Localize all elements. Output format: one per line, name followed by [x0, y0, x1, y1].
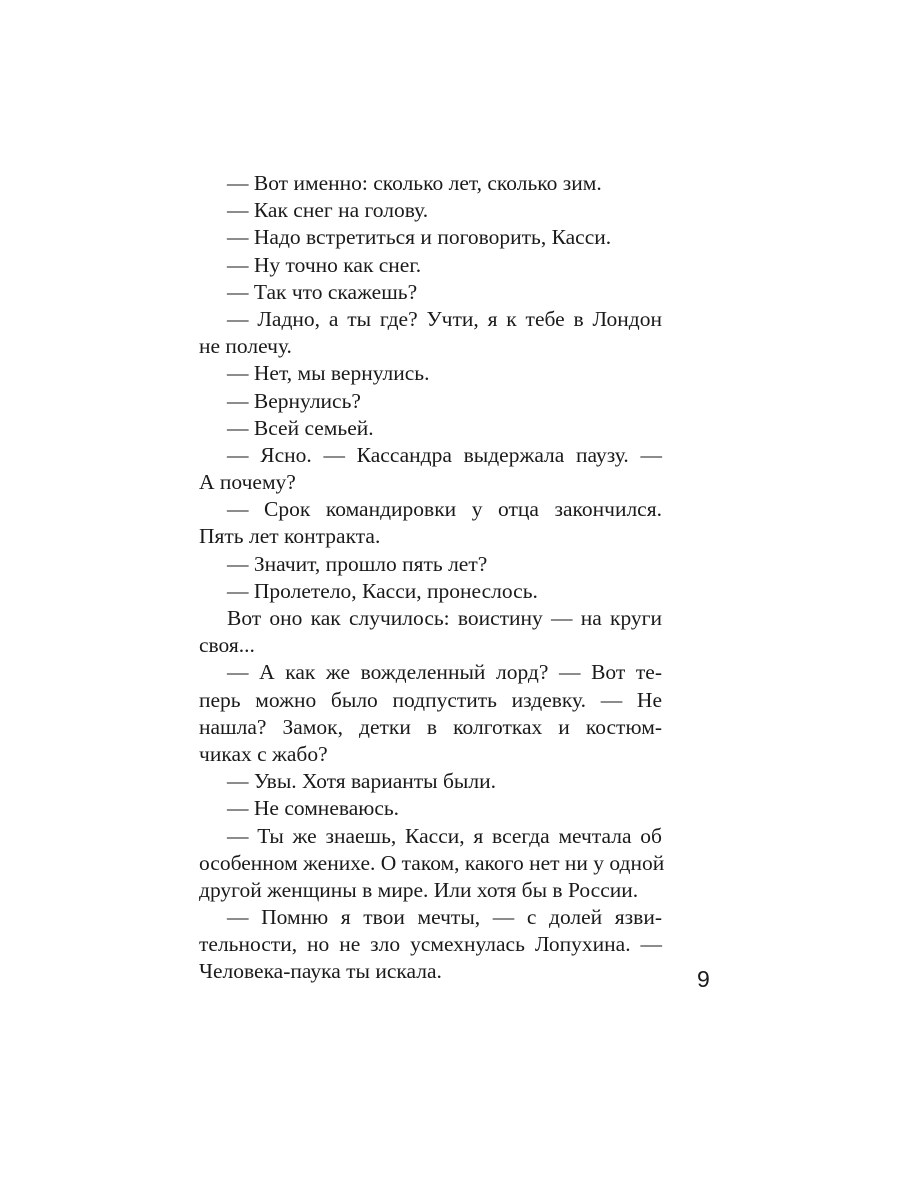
text-line: — Надо встретиться и поговорить, Касси.	[227, 225, 612, 250]
text-line: — Так что скажешь?	[227, 279, 418, 304]
text-line: — А как же вожделенный лорд? — Вот те-	[227, 660, 662, 685]
text-line: нашла? Замок, детки в колготках и костюм-	[199, 714, 662, 739]
text-line: А почему?	[199, 470, 296, 495]
text-line: — Нет, мы вернулись.	[227, 361, 430, 386]
text-line: — Увы. Хотя варианты были.	[227, 769, 496, 794]
text-line: — Значит, прошло пять лет?	[227, 551, 488, 576]
text-line: чиках с жабо?	[199, 741, 328, 766]
text-line: — Вот именно: сколько лет, сколько зим.	[227, 171, 602, 195]
text-line: — Ясно. — Кассандра выдержала паузу. —	[227, 442, 662, 467]
page-number: 9	[697, 966, 710, 992]
text-line: перь можно было подпустить издевку. — Не	[199, 687, 662, 712]
text-line: своя...	[199, 633, 255, 658]
text-line: — Срок командировки у отца закончился.	[227, 497, 662, 522]
text-line: — Всей семьей.	[227, 415, 374, 440]
text-line: Пять лет контракта.	[199, 524, 381, 549]
text-line: — Помню я твои мечты, — с долей язви-	[227, 905, 662, 930]
text-line: Человека-паука ты искала.	[199, 959, 442, 984]
text-line: другой женщины в мире. Или хотя бы в России.	[199, 877, 639, 902]
text-line: — Вернулись?	[227, 388, 361, 413]
text-line: особенном женихе. О таком, какого нет ни у одной	[199, 850, 665, 875]
text-line: — Не сомневаюсь.	[227, 796, 400, 821]
text-line: — Ты же знаешь, Касси, я всегда мечтала об	[227, 823, 662, 848]
text-line: Вот оно как случилось: воистину — на круги	[227, 606, 662, 630]
text-line: — Пролетело, Касси, пронеслось.	[227, 578, 538, 603]
text-line: тельности, но не зло усмехнулась Лопухина. —	[199, 932, 662, 957]
text-line: — Ну точно как снег.	[227, 252, 422, 277]
text-line: — Как снег на голову.	[227, 198, 429, 223]
text-line: — Ладно, а ты где? Учти, я к тебе в Лондон	[227, 306, 662, 331]
page-text	[199, 170, 665, 986]
text-line: не полечу.	[199, 334, 292, 359]
